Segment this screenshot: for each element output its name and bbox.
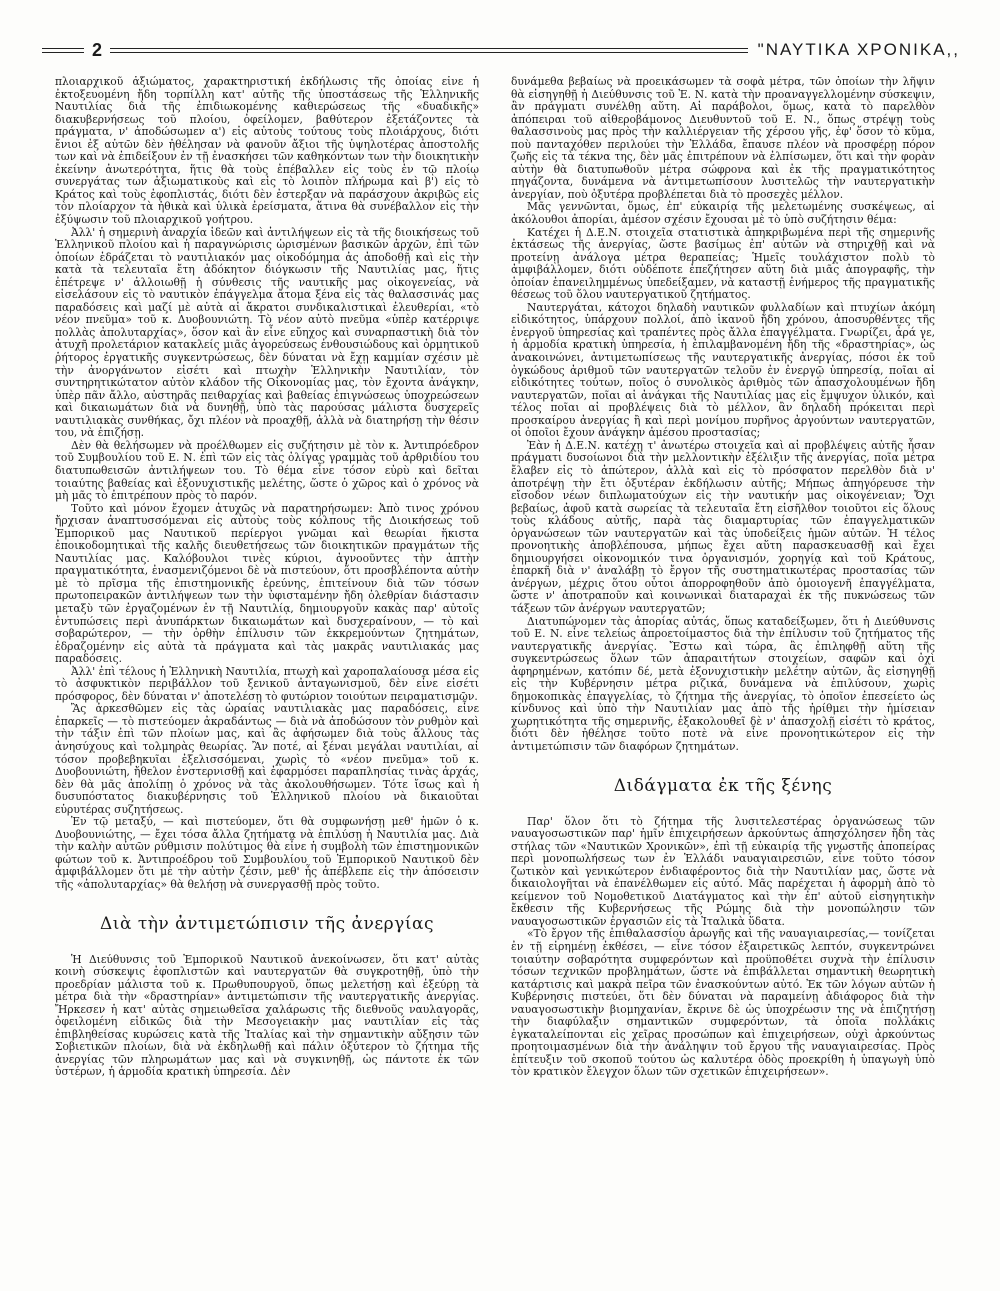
page-number: 2 — [92, 39, 103, 60]
article-paragraph: Διατυπώνομεν τὰς ἀπορίας αὐτάς, ὅπως καταδείξωμεν, ὅτι ἡ Διεύθυνσις τοῦ Ε. Ν. εἶνε τελείως ἀπροετοίμαστος διὰ τὴν ἐπίλυσιν τοῦ ζητήματος τῆς ναυτεργατικῆς ἀνεργίας. Ἔστω καὶ τώρα, ἂς ἐπιληφθῇ αὕτη τῆς συγκεντρώσεως ὅλων τῶν ἀπαραιτήτων στοιχείων, σαφῶν καὶ ὀχὶ ἀφηρημένων, κατόπιν δέ, μετὰ ἐξονυχιστικὴν μελέτην αὐτῶν, ἂς εἰσηγηθῇ εἰς τὴν Κυβέρνησιν μέτρα ριζικά, δυνάμενα νὰ ἐπιλύσουν, χωρὶς δημοκοπικὰς ἐπαγγελίας, τὸ ζήτημα τῆς ἀνεργίας, τὸ ὁποῖον ἐπεσείετο ὡς κίνδυνος καὶ ὑπὸ τὴν Ναυτιλίαν μας ἀπὸ τῆς ἠρίθμει τὴν ἡμίσειαν χωρητικότητα τῆς σημερινῆς, ἐξακολουθεῖ δὲ ν' ἀπασχολῇ εἰσέτι τὸ κράτος, διότι δὲν ἠθέλησε τοῦτο ποτὲ νὰ εἶνε προνοητικώτερον εἰς τὴν ἀντιμετώπισιν τῶν διαφόρων ζητημάτων. — [511, 614, 935, 753]
article-paragraph: πλοιαρχικοῦ ἀξιώματος, χαρακτηριστική ἐκδήλωσις τῆς ὁποίας εἶνε ἡ ἐκτοξευομένη ἤδη τορπίλλη κατ' αὐτῆς τῆς ὑποστάσεως τῆς Ἑλληνικῆς Ναυτιλίας διὰ τῆς ἐπιδιωκομένης καθιερώσεως τῆς «δυαδικῆς» διακυβερνήσεως τοῦ πλοίου, ὀφείλομεν, βαθύτερον ἐξετάζοντες τὰ πράγματα, ν' ἀποδώσωμεν α') εἰς αὐτοὺς τούτους τοὺς πλοιάρχους, διότι ἔνιοι ἐξ αὐτῶν δὲν ἠθέλησαν νὰ φανοῦν ἄξιοι τῆς ὑψηλοτέρας ἀποστολῆς των καὶ νὰ ἐπιδείξουν ἐν τῇ ἐνασκήσει τῶν καθηκόντων των τὴν διοικητικὴν ἐκείνην ἀνωτερότητα, ἥτις θὰ τοὺς ἐπέβαλλεν εἰς τοὺς ἐν τῷ πλοίῳ συνεργάτας των ἀξιωματικοὺς καὶ εἰς τὸ λοιπὸν πλήρωμα καὶ β') εἰς τὸ Κράτος καὶ τοὺς ἐφοπλιστάς, διότι δὲν ἐστερξαν νὰ παράσχουν ἀκριβῶς εἰς τὸν πλοίαρχον τὰ ἠθικὰ καὶ ὑλικὰ ἐρείσματα, ἅτινα θὰ συνέβαλλον εἰς τὴν ἐξύψωσιν τοῦ πλοιαρχικοῦ γοήτρου. — [55, 76, 479, 227]
article-paragraph: Ναυτεργάται, κάτοχοι δηλαδὴ ναυτικῶν φυλλαδίων καὶ πτυχίων ἀκόμη εἰδικότητος, ὑπάρχουν πολλοί, ἀπὸ ἱκανοῦ ἤδη χρόνου, ἀποσυρθέντες τῆς ἐνεργοῦ ὑπηρεσίας καὶ τραπέντες πρὸς ἄλλα ἐπαγγέλματα. Γνωρίζει, ἆρά γε, ἡ ἁρμοδία κρατικὴ ὑπηρεσία, ἡ ἐπιλαμβανομένη ἤδη τῆς «δραστηρίας», ὡς ἀνακοινώνει, ἀντιμετωπίσεως τῆς ναυτεργατικῆς ἀνεργίας, πόσοι ἐκ τοῦ ὀγκώδους ἀριθμοῦ τῶν ναυτεργατῶν τελοῦν ἐν ἐνεργῷ ὑπηρεσίᾳ, ποῖαι αἱ εἰδικότητες τούτων, ποῖος ὁ συνολικὸς ἀριθμὸς τῶν ἀπασχολουμένων ἤδη ναυτεργατῶν, ποῖαι αἱ ἀνάγκαι τῆς Ναυτιλίας μας εἰς ἔμψυχον ὑλικόν, καὶ τέλος ποῖαι αἱ προβλέψεις διὰ τὸ μέλλον, ἂν δηλαδὴ πρόκειται περὶ προσκαίρου ἀνεργίας ἢ καὶ περὶ μονίμου πυρῆνος ἀργούντων ναυτεργατῶν, οἱ ὁποῖοι ἔχουν ἀνάγκην ἀμέσου προστασίας; — [511, 300, 935, 440]
header-rule-right — [110, 48, 748, 53]
section-heading-unemployment: Διὰ τὴν ἀντιμετώπισιν τῆς ἀνεργίας — [100, 913, 434, 934]
article-paragraph: Ἐὰν ἡ Δ.Ε.Ν. κατέχῃ τ' ἀνωτέρω στοιχεῖα καὶ αἱ προβλέψεις αὐτῆς ἦσαν πράγματι δυσοίωνοι διὰ τὴν μελλοντικὴν ἐξέλιξιν τῆς ἀνεργίας, ποῖα μέτρα ἔλαβεν εἰς τὸ ἀπώτερον, ἀλλὰ καὶ εἰς τὸ πρόσφατον περελθὸν διὰ ν' ἀποτρέψῃ τὴν ἔτι ὀξυτέραν ἐκδήλωσιν αὐτῆς; Μήπως ἀπηγόρευσε τὴν εἴσοδον νέων διπλωματούχων εἰς τὴν ναυτικήν μας οἰκογένειαν; Ὄχι βεβαίως, ἀφοῦ κατὰ σωρείας τὰ τελευταῖα ἔτη εἰσῆλθον τοιοῦτοι εἰς ὅλους τοὺς κλάδους αὐτῆς, παρὰ τὰς διαμαρτυρίας τῶν ἐπαγγελματικῶν ὀργανώσεων τῶν ναυτεργατῶν καὶ τὰς ὑποδείξεις ἡμῶν αὐτῶν. Ἡ τέλος προνοητικὴς ἀποβλέπουσα, μήπως ἔχει αὕτη παρασκευασθῇ καὶ ἔχει δημιουργήσει οἰκονομικόν τινα ὀργανισμόν, χορηγίᾳ καὶ τοῦ Κράτους, ἐπαρκῆ διὰ ν' ἀναλάβῃ τὸ ἔργον τῆς συστηματικωτέρας προστασίας τῶν ἀνέργων, μέχρις ὅτου οὗτοι ἀπορροφηθοῦν ἀπὸ ὁμοιογενῆ ἐπαγγέλματα, ὥστε ν' ἀποτραποῦν καὶ κοινωνικαὶ διαταραχαὶ ἐκ τῆς πυκνώσεως τῶν τάξεων τῶν ἀνέργων ναυτεργατῶν; — [511, 438, 935, 615]
article-paragraph: Δὲν θὰ θελήσωμεν νὰ προέλθωμεν εἰς συζήτησιν μὲ τὸν κ. Ἀντιπρόεδρον τοῦ Συμβουλίου τοῦ Ε. Ν. ἐπὶ τῶν εἰς τὰς ὀλίγας γραμμὰς τοῦ ἀρθριδίου του διατυπωθεισῶν ἀντιλήψεων του. Τὸ θέμα εἶνε τόσον εὐρὺ καὶ δεῖται τοιαύτης βαθείας καὶ ἐξονυχιστικῆς μελέτης, ὥστε ὁ χῶρος καὶ ὁ χρόνος νὰ μὴ μᾶς τὸ ἐπιτρέπουν πρὸς τὸ παρόν. — [55, 438, 479, 503]
article-paragraph: Ἐν τῷ μεταξύ, — καὶ πιστεύομεν, ὅτι θὰ συμφωνήσῃ μεθ' ἡμῶν ὁ κ. Δυοβουνιώτης, — ἔχει τόσα ἄλλα ζητήματα νὰ ἐπιλύσῃ ἡ Ναυτιλία μας. Διὰ τὴν καλὴν αὐτῶν ρύθμισιν πολύτιμος θὰ εἶνε ἡ συμβολὴ τῶν ἐπιστημονικῶν φώτων τοῦ κ. Ἀντιπροέδρου τοῦ Συμβουλίου τοῦ Ἐμπορικοῦ Ναυτικοῦ δὲν ἀμφιβάλλομεν ὅτι μὲ τὴν αὐτὴν ζέσιν, μεθ' ἧς ἀπέβλεπε εἰς τὴν ἀπόσεισιν τῆς «ἀπολυταρχίας» θὰ θελήσῃ νὰ συνεργασθῇ πρὸς τοῦτο. — [55, 815, 479, 891]
left-column — [55, 76, 479, 1266]
article-paragraph: δυνάμεθα βεβαίως νὰ προεικάσωμεν τὰ σοφὰ μέτρα, τῶν ὁποίων τὴν λῆψιν θὰ εἰσηγηθῇ ἡ Διεύθυνσις τοῦ Ἐ. Ν. κατὰ τὴν προαναγγελλομένην σύσκεψιν, ἂν πράγματι συνέλθῃ αὕτη. Αἱ παράβολοι, ὅμως, κατὰ τὸ παρελθὸν ἀπόπειραι τοῦ αἰθεροβάμονος Διευθυντοῦ τοῦ Ε. Ν., ὅπως στρέψῃ τοὺς θαλασσινοὺς μας πρὸς τὴν καλλιέργειαν τῆς χέρσου γῆς, ἐφ' ὅσον τὸ κῦμα, ποὺ πανταχόθεν περιλούει τὴν Ἑλλάδα, ἔπαυσε πλέον νὰ προσφέρῃ πόρον ζωῆς εἰς τὰ τέκνα της, δὲν μᾶς ἐπιτρέπουν νὰ ἐλπίσωμεν, ὅτι καὶ τὴν φορὰν αὐτὴν θὰ διατυπωθοῦν μέτρα σώφρονα καὶ ἐκ τῆς πραγματικότητος πηγάζοντα, δυνάμενα νὰ ἀντιμετωπίσουν λυσιτελῶς τὴν ναυτεργατικὴν ἀνεργίαν, ποὺ ὀξυτέρα προβλέπεται διὰ τὸ προσεχὲς μέλλον. — [511, 76, 935, 201]
header-rule-left — [42, 48, 84, 53]
article-paragraph: Μᾶς γεννῶνται, ὅμως, ἐπ' εὐκαιρίᾳ τῆς μελετωμένης συσκέψεως, αἱ ἀκόλουθοι ἀπορίαι, ἀμέσον σχέσιν ἔχουσαι μὲ τὸ ὑπὸ συζήτησιν θέμα: — [511, 200, 935, 227]
article-paragraph: Παρ' ὅλον ὅτι τὸ ζήτημα τῆς λυσιτελεστέρας ὀργανώσεως τῶν ναυαγοσωστικῶν παρ' ἡμῖν ἐπιχειρήσεων ἀρκούντως ἀπησχόλησεν ἤδη τὰς στήλας τῶν «Ναυτικῶν Χρονικῶν», ἐπὶ τῇ εὐκαιρίᾳ τῆς γνωστῆς ἀποπείρας περὶ μονοπωλήσεως των ἐν Ἑλλάδι ναυαγιαιρεσιῶν, εἶνε τοῦτο τόσον ζωτικὸν καὶ γενικώτερον ἐνδιαφέροντος διὰ τὴν Ναυτιλίαν μας, ὥστε νὰ δικαιολογῆται νὰ ἐπανέλθωμεν εἰς αὐτό. Μᾶς παρέχεται ἡ ἀφορμὴ ἀπὸ τὸ κείμενον τοῦ Νομοθετικοῦ Διατάγματος καὶ τὴν ἐπ' αὐτοῦ εἰσηγητικὴν ἔκθεσιν τῆς Κυβερνήσεως τῆς Ρώμης διὰ τὴν μονοπώλησιν τῶν ναυαγοσωστικῶν ἐργασιῶν εἰς τὰ Ἰταλικὰ ὕδατα. — [511, 814, 935, 928]
article-paragraph: «Τὸ ἔργον τῆς ἐπιθαλασσίου ἀρωγῆς καὶ τῆς ναυαγιαιρεσίας,— τονίζεται ἐν τῇ εἰρημένῃ ἐκθέσει, — εἶνε τόσον ἐξαιρετικῶς λεπτόν, συγκεντρώνει τοιαύτην σοβαρότητα συμφερόντων καὶ προϋποθέτει συχνὰ τὴν ἐπίλυσιν τόσων τεχνικῶν προβλημάτων, ὥστε νὰ ἐπιβάλλεται σημαντικὴ θεωρητικὴ κατάρτισις καὶ μακρὰ πεῖρα τῶν ἐνασκούντων αὐτό. Ἐκ τῶν λόγων αὐτῶν ἡ Κυβέρνησις πιστεύει, ὅτι δὲν δύναται νὰ παραμείνῃ ἀδιάφορος διὰ τὴν ναυαγοσωστικὴν βιομηχανίαν, ἔκρινε δὲ ὡς ὑποχρέωσιν της νὰ ἐπιζητήσῃ τὴν διαφύλαξιν σημαντικῶν συμφερόντων, τὰ ὁποῖα πολλάκις ἐγκαταλείπονται εἰς χεῖρας προσώπων καὶ ἐπιχειρήσεων, οὐχὶ ἀρκούντως προητοιμασμένων διὰ τὴν ἀνάληψιν τοῦ ἔργου τῆς ναυαγιαιρεσίας. Πρὸς ἐπίτευξιν τοῦ σκοποῦ τούτου ὡς καλυτέρα ὁδὸς προεκρίθη ἡ ὑπαγωγὴ ὑπὸ τὸν κρατικὸν ἔλεγχον ὅλων τῶν σχετικῶν ἐπιχειρήσεων». — [511, 927, 935, 1079]
article-paragraph: Ἂς ἀρκεσθῶμεν εἰς τὰς ὡραίας ναυτιλιακὰς μας παραδόσεις, εἶνε ἐπαρκεῖς — τὸ πιστεύομεν ἀκραδάντως — διὰ νὰ ἀποδώσουν τὸν ρυθμὸν καὶ τὴν τάξιν ἐπὶ τῶν πλοίων μας, καὶ ἂς ἀφήσωμεν διὰ τοὺς ἄλλους τὰς ἀνησύχους καὶ τολμηρὰς θεωρίας. Ἂν ποτέ, αἱ ξέναι μεγάλαι ναυτιλίαι, αἱ τόσον προβεβηκυῖαι ἐξελισσόμεναι, χωρὶς τὸ «νέον πνεῦμα» τοῦ κ. Δυοβουνιώτη, ἤθελον ἐνστερνισθῇ καὶ ἐφαρμόσει παραπλησίας τινὰς ἀρχάς, δὲν θὰ μᾶς ἀπολίπῃ ὁ χρόνος νὰ τὰς ἀκολουθήσωμεν. Τότε ἴσως καὶ ἡ δυσυπόστατος διακυβέρνησις τοῦ Ἑλληνικοῦ πλοίου νὰ δικαιοῦται εὐρυτέρας συζητήσεως. — [55, 702, 479, 816]
column-divider — [492, 76, 493, 1266]
article-paragraph: Κατέχει ἡ Δ.Ε.Ν. στοιχεῖα στατιστικὰ ἀπηκριβωμένα περὶ τῆς σημερινῆς ἐκτάσεως τῆς ἀνεργίας, ὥστε βασίμως ἐπ' αὐτῶν νὰ στηριχθῇ καὶ νὰ προτείνῃ ἀνάλογα μέτρα θεραπείας; Ἡμεῖς τουλάχιστον πολὺ τὸ ἀμφιβάλλομεν, διότι οὐδέποτε ἐπεζήτησεν αὕτη διὰ μιᾶς ἀπογραφῆς, τὴν ὁποίαν ἐπανειλημμένως ὑπεδείξαμεν, νὰ καταστῇ ἐνήμερος τῆς πραγματικῆς θέσεως τοῦ ὅλου ναυτεργατικοῦ ζητήματος. — [511, 225, 935, 302]
right-column — [511, 76, 935, 1266]
article-paragraph: Ἀλλ' ἐπὶ τέλους ἡ Ἑλληνικὴ Ναυτιλία, πτωχὴ καὶ χαροπαλαίουσα μέσα εἰς τὸ ἀσφυκτικὸν περιβάλλον τοῦ ξενικοῦ ἀνταγωνισμοῦ, δὲν εἶνε εἰσέτι πρόσφορος, δὲν δύναται ν' ἀποτελέσῃ τὸ φυτώριον τοιούτων πειραματισμῶν. — [55, 664, 479, 703]
article-paragraph: Ἡ Διεύθυνσις τοῦ Ἐμπορικοῦ Ναυτικοῦ ἀνεκοίνωσεν, ὅτι κατ' αὐτὰς κοινὴ σύσκεψις ἐφοπλιστῶν καὶ ναυτεργατῶν θὰ συγκροτηθῇ, ὑπὸ τὴν προεδρίαν μάλιστα τοῦ κ. Πρωθυπουργοῦ, ὅπως μελετήσῃ καὶ ἐξεύρῃ τὰ μέτρα διὰ τὴν «δραστηρίαν» ἀντιμετώπισιν τῆς ναυτεργατικῆς ἀνεργίας. Ἤρκεσεν ἡ κατ' αὐτὰς σημειωθεῖσα χαλάρωσις τῆς διεθνοῦς ναυλαγορᾶς, ὀφειλομένη εἰδικῶς διὰ τὴν Μεσογειακὴν μας ναυτιλίαν εἰς τὰς ἐπιβληθείσας κυρώσεις κατὰ τῆς Ἰταλίας καὶ τὴν σημαντικὴν αὔξησιν τῶν Σοβιετικῶν πλοίων, διὰ νὰ ἐκδηλωθῇ καὶ πάλιν ὀξύτερον τὸ ζήτημα τῆς ἀνεργίας τῶν πληρωμάτων μας καὶ νὰ συγκινηθῇ, ὡς πάντοτε ἐκ τῶν ὑστέρων, ἡ ἁρμοδία κρατικὴ ὑπηρεσία. Δὲν — [55, 952, 479, 1079]
article-paragraph: Ἀλλ' ἡ σημερινὴ ἀναρχία ἰδεῶν καὶ ἀντιλήψεων εἰς τὰ τῆς διοικήσεως τοῦ Ἑλληνικοῦ πλοίου καὶ ἡ παραγνώρισις ὡρισμένων βασικῶν ἀρχῶν, ἐπὶ τῶν ὁποίων ἑδράζεται τὸ ναυτιλιακόν μας οἰκοδόμημα ἀς ἀποδοθῇ καὶ εἰς τὴν κατὰ τὰ τελευταῖα ἔτη ἀδόκητον διόγκωσιν τῆς Ναυτιλίας μας, ἥτις ἐπέτρεψε ν' ἀλλοιωθῇ ἡ σύνθεσις τῆς ναυτικῆς μας οἰκογενείας, νὰ εἰσελάσουν εἰς τὸ ναυτικὸν ἐπάγγελμα ἄτομα ξένα εἰς τὰς θαλασσινάς μας παραδόσεις καὶ μαζί μὲ αὐτὰ αἱ ἄκρατοι συνδικαλιστικαὶ ἐλευθερίαι, «τὸ νέον πνεῦμα» τοῦ κ. Δυοβουνιώτη. Τὸ νέον αὐτὸ πνεῦμα «ὑπὲρ κατέρριψε πολλὰς ἀπολυταρχίας», ὅσον καὶ ἂν εἶνε εὔηχος καὶ συναρπαστικὴ διὰ τὸν ἀτυχῆ προλετάριον κατακλείς μιᾶς ἀγορεύσεως ἐνθουσιώδους καὶ ὁρμητικοῦ ῥήτορος ἐργατικῆς συγκεντρώσεως, δὲν δύναται νὰ ἔχῃ καμμίαν σχέσιν μὲ τὴν ἀνοργάνωτον εἰσέτι καὶ πτωχὴν Ἑλληνικὴν Ναυτιλίαν, τὸν συντηρητικώτατον αὐτὸν κλάδον τῆς Οἰκονομίας μας, τὸν ἔχοντα ἀνάγκην, ὑπὲρ πᾶν ἄλλο, αὐστηρᾶς πειθαρχίας καὶ βαθείας ἐπιγνώσεως ὑποχρεώσεων καὶ δικαιωμάτων διὰ νὰ δυνηθῇ, ὑπὸ τὰς παρούσας μάλιστα δυσχερεῖς ναυτιλιακὰς συνθήκας, ὄχι πλέον νὰ προαχθῇ, ἀλλὰ νὰ διατηρήσῃ τὴν θέσιν του, νὰ ἐπιζήσῃ. — [55, 225, 479, 440]
page-header — [42, 38, 960, 62]
section-heading-lessons-from-abroad: Διδάγματα ἐκ τῆς ξένης — [613, 775, 833, 796]
article-paragraph: Τοῦτο καὶ μόνον ἔχομεν ἀτυχῶς νὰ παρατηρήσωμεν: Ἀπὸ τινος χρόνου ἤρχισαν ἀναπτυσσόμεναι εἰς αὐτοὺς τοὺς κόλπους τῆς Διοικήσεως τοῦ Ἐμπορικοῦ μας Ναυτικοῦ περίεργοι γνῶμαι καὶ θεωρίαι ἥκιστα ἐποικοδομητικαὶ τῆς καλῆς διευθετήσεως τῶν διοικητικῶν πραγμάτων τῆς Ναυτιλίας μας. Καλόβουλοι τινὲς κύριοι, ἀγνοοῦντες τὴν ἀπτὴν πραγματικότητα, ἐνασμενιζόμενοι δὲ νὰ πιστεύουν, ὅτι προσβλέποντα αὐτὴν μὲ τὸ πρῖσμα τῆς ἐπιστημονικῆς ἐρεύνης, ἐπιτείνουν διὰ τῶν τόσων πρωτοπειρακῶν ἀντιλήψεων των τὴν ὑφισταμένην ἤδη ὀλεθρίαν διάστασιν μεταξὺ τῶν ἐργαζομένων ἐν τῇ Ναυτιλίᾳ, δημιουργοῦν κακὰς παρ' αὐτοῖς ἐντυπώσεις περὶ ἀνυπάρκτων δικαιωμάτων καὶ δυσχεραίνουν, — τὸ καὶ σοβαρώτερον, — τὴν ὀρθὴν ἐπίλυσιν τῶν ἐκκρεμούντων ζητημάτων, ἑδραζομένην εἰς αὐτὰ τὰ πράγματα καὶ τὰς μακρᾶς ναυτιλιακάς μας παραδόσεις. — [55, 501, 479, 666]
journal-title: "ΝΑΥΤΙΚΑ ΧΡΟΝΙΚΑ,, — [757, 40, 960, 59]
